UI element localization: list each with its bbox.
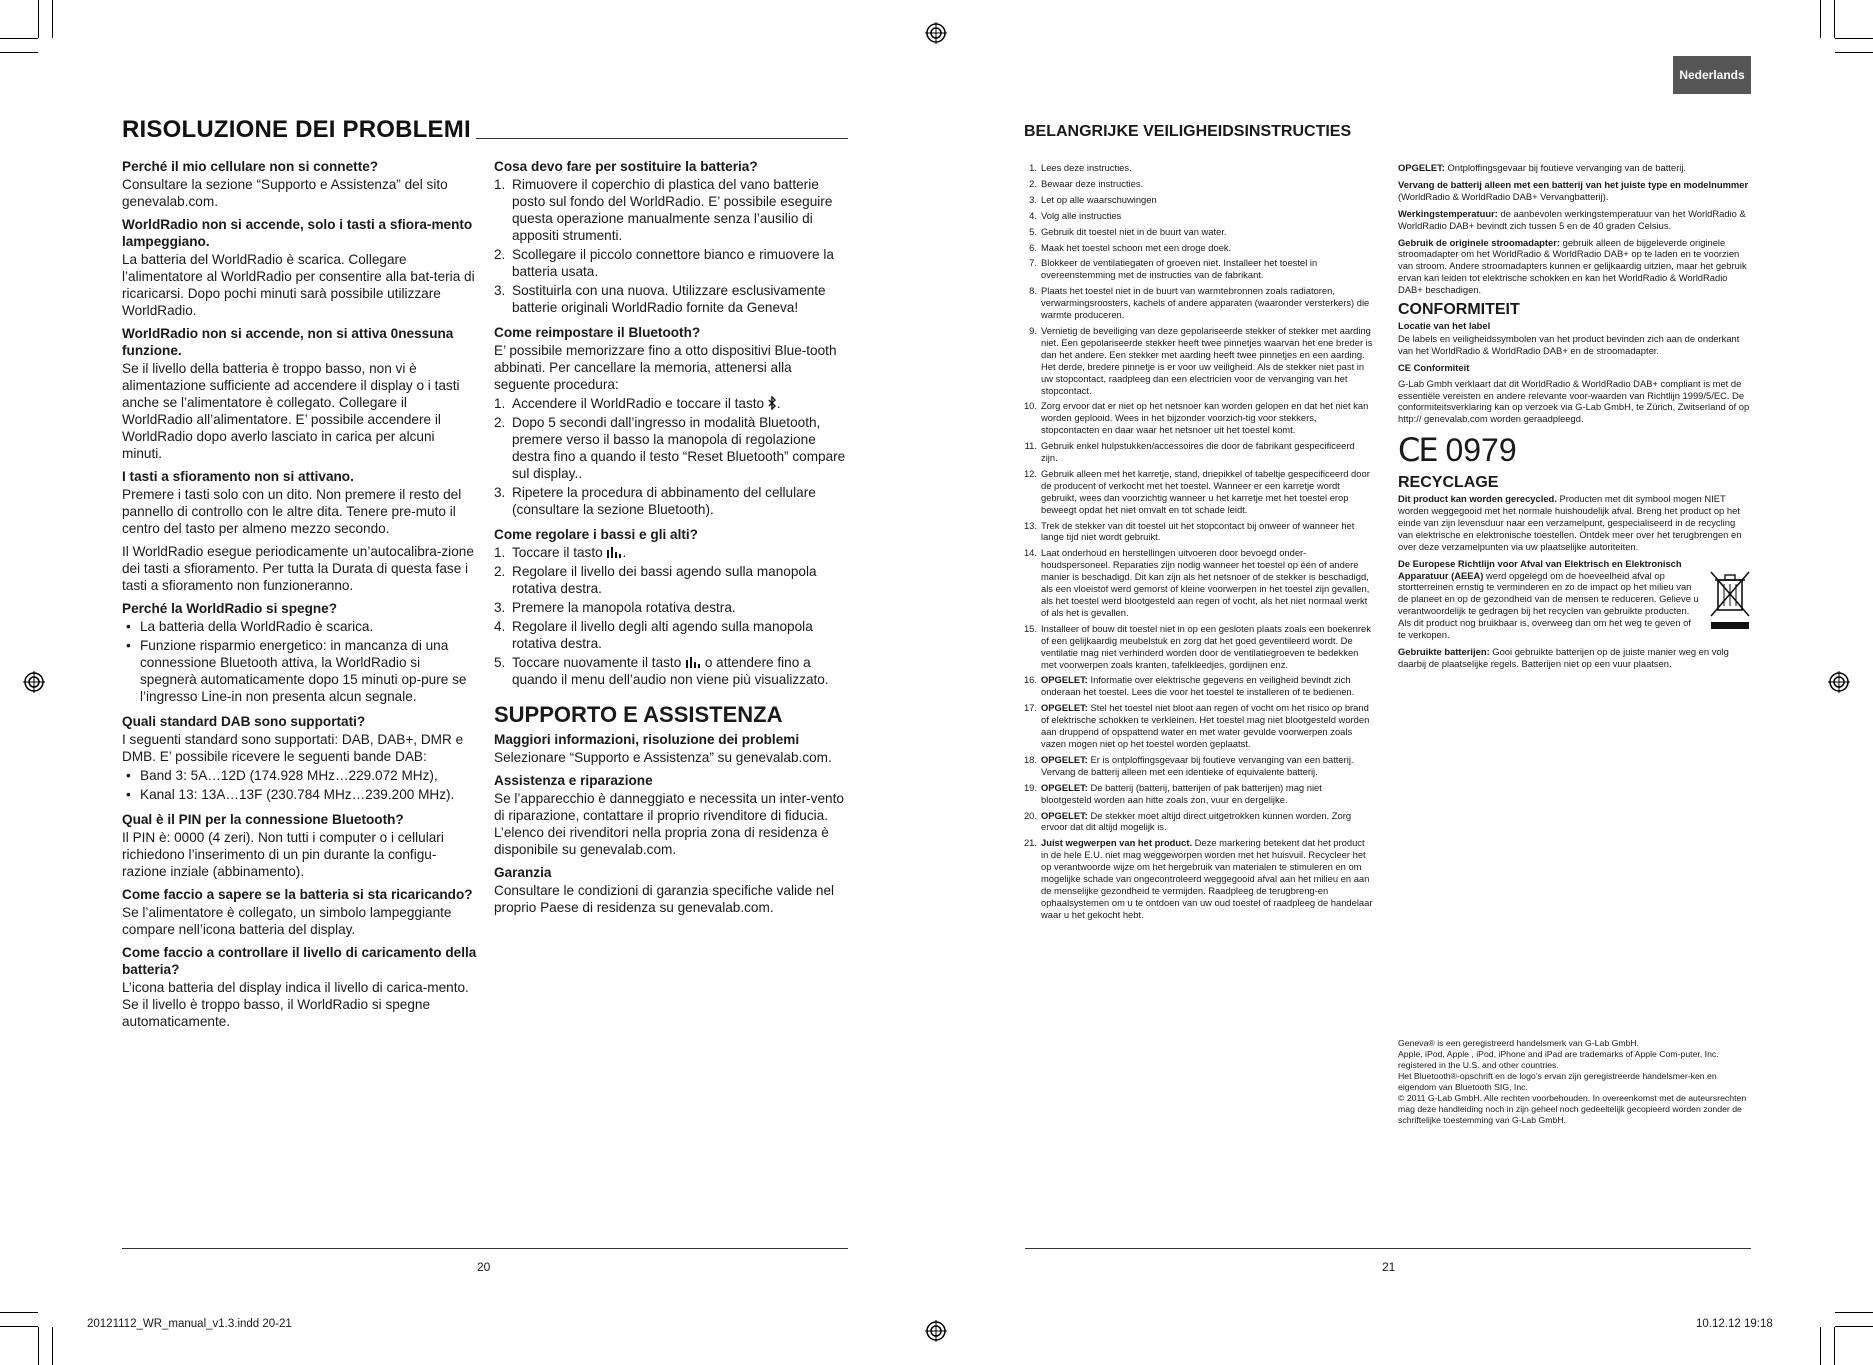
registration-mark-icon (925, 22, 947, 44)
section-title: RECYCLAGE (1398, 474, 1499, 492)
crop-mark (1834, 0, 1835, 38)
safety-instruction: 16. OPGELET: Informatie over elektrische gegevens en veiligheid bevindt zich onderaan het toestel. Lees die voor het toestel te installeren of te bedienen. (1023, 674, 1355, 698)
crop-mark (0, 52, 38, 53)
safety-instruction: 20. OPGELET: De stekker moet altijd direct uitgetrokken kunnen worden. Zorg ervoor dat dit altijd mogelijk is. (1023, 809, 1352, 833)
paragraph: Vervang de batterij alleen met een batterij van het juiste type en modelnummer (WorldRadio & WorldRadio DAB+ Vervangbatterij). (1398, 178, 1749, 202)
crop-mark (52, 0, 53, 38)
page-number: 21 (1382, 1260, 1396, 1274)
faq-answer: Il WorldRadio esegue periodicamente un’autocalibra-zione dei tasti a sfioramento. Per tutta la Durata di questa fase i tasti a sfioramento non funzioneranno. (122, 544, 474, 593)
list-item: • Band 3: 5A…12D (174.928 MHz…229.072 MHz), (122, 767, 478, 784)
safety-instruction: 3. Let op alle waarschuwingen (1029, 193, 1157, 205)
section-title: SUPPORTO E ASSISTENZA (494, 702, 783, 727)
list-item: • Funzione risparmio energetico: in mancanza di una connessione Bluetooth attiva, la WorldRadio si spegnerà automaticamente dopo 15 minuti op-pure se l’ingresso Line-in non presenta alcun segnale. (122, 637, 478, 705)
equalizer-icon (685, 656, 701, 669)
list-item: • La batteria della WorldRadio è scarica. (122, 618, 478, 635)
footer-rule (1025, 1248, 1751, 1249)
ce-number: 0979 (1445, 432, 1517, 469)
crop-mark (1834, 1327, 1835, 1365)
faq-answer: Consultare le condizioni di garanzia specifiche valide nel proprio Paese di residenza su genevalab.com. (494, 883, 835, 915)
faq-answer: Consultare la sezione “Supporto e Assistenza” del sito genevalab.com. (122, 177, 448, 209)
faq-question: Garanzia (494, 865, 552, 880)
faq-answer: Se l’apparecchio è danneggiato e necessita un inter-vento di riparazione, contattare il proprio rivenditore di fiducia. L’elenco dei rivenditori nella propria zona di residenza è disponibile su genevalab.com. (494, 791, 844, 857)
safety-column-2 (1398, 162, 1752, 675)
safety-instruction: 19. OPGELET: De batterij (batterij, batterijen of pak batterijen) mag niet blootgesteld worden aan hitte zoals zon, vuur en dergelijke. (1023, 781, 1322, 805)
safety-instruction: 10. Zorg ervoor dat er niet op het netsnoer kan worden gelopen en dat het niet kan worden geplooid. Wees in het bijzonder voorzich-tig voor stekkers, stopcontacten en daar waar het netsnoer uit het toestel komt. (1023, 400, 1369, 436)
bullet-list (122, 767, 478, 803)
numbered-list (494, 176, 850, 316)
safety-instruction: 12. Gebruik alleen met het karretje, stand, driepikkel of tabeltje gespecificeerd door de producent of verkocht met het toestel. Wanneer er een karretje wordt gebruikt, wees dan voorzichtig wanneer u het karretje met het toestel erop beweegt opdat het niet omvalt en tot schade leidt. (1023, 467, 1370, 515)
paragraph: De labels en veiligheidssymbolen van het product bevinden zich aan de onderkant van het WorldRadio & WorldRadio DAB+ en de stroomadapter. (1398, 332, 1740, 356)
crop-mark (0, 1312, 38, 1313)
paragraph: Werkingstemperatuur: de aanbevolen werkingstemperatuur van het WorldRadio & WorldRadio DAB+ bevindt zich tussen 5 en de 40 graden Celsius. (1398, 207, 1746, 231)
faq-question: Cosa devo fare per sostituire la batteria? (494, 159, 758, 174)
safety-instruction: 18. OPGELET: Er is ontploffingsgevaar bij foutieve vervanging van een batterij. Vervang de batterij alleen met een identieke of equivalente batterij. (1023, 753, 1354, 777)
paragraph: Gebruikte batterijen: Gooi gebruikte batterijen op de juiste manier weg en volg daarbij de plaatselijke regels. Batterijen niet op een vuur plaatsen. (1398, 646, 1729, 669)
crop-mark (38, 0, 39, 38)
paragraph: G-Lab Gmbh verklaart dat dit WorldRadio & WorldRadio DAB+ compliant is met de essentiële vereisten en andere relevante voor-waarden van Richtlijn 1999/5/EC. De conformiteitsverklaring kan op verzoek via G-Lab GmbH, te Zürich, Zwitserland of op http:// genevalab.com worden geraadpleegd. (1398, 377, 1750, 425)
numbered-list (494, 395, 850, 518)
weee-block (1398, 558, 1752, 641)
ce-logo: CE (1398, 431, 1437, 470)
crop-mark (1820, 1327, 1821, 1365)
crop-mark (1835, 1326, 1873, 1327)
crop-mark (52, 1327, 53, 1365)
faq-question: I tasti a sfioramento non si attivano. (122, 469, 354, 484)
faq-question: Perché il mio cellulare non si connette? (122, 159, 379, 174)
safety-instruction: 9. Vernietig de beveiliging van deze gepolariseerde stekker of stekker met aarding niet. Een gepolariseerde stekker heeft twee pinnetjes waarvan het ene breder is dan het andere. Een stekker met aarding heeft twee pinnetjes en een aarding. Het derde, bredere pinnetje is er voor uw veiligheid. Als de stekker niet past in uw stopcontact, raadpleeg dan een electricien voor de vervanging van het stopcontact. (1029, 324, 1373, 396)
faq-column-1 (122, 158, 478, 1036)
crop-mark (1820, 0, 1821, 38)
safety-list-column (1021, 162, 1373, 925)
faq-answer: Premere i tasti solo con un dito. Non premere il resto del pannello di controllo con le altre dita. Tenere pre-muto il centro del tasto per almeno mezzo secondo. (122, 487, 462, 536)
safety-instruction: 5. Gebruik dit toestel niet in de buurt van water. (1029, 225, 1227, 237)
list-item: 3. Sostituirla con una nuova. Utilizzare esclusivamente batterie originali WorldRadio fornite da Geneva! (494, 283, 826, 315)
safety-instruction: 6. Maak het toestel schoon met een droge doek. (1029, 241, 1232, 253)
page-title: RISOLUZIONE DEI PROBLEMI (122, 116, 471, 143)
faq-question: WorldRadio non si accende, solo i tasti a sfiora-mento lampeggiano. (122, 217, 473, 249)
paragraph: Locatie van het label (1398, 319, 1491, 331)
file-slug: 20121112_WR_manual_v1.3.indd 20-21 (87, 1318, 292, 1330)
registration-mark-icon (1828, 671, 1850, 693)
bullet-list (122, 618, 478, 705)
list-item: 1. Toccare il tasto . (494, 545, 627, 560)
faq-answer: E’ possibile memorizzare fino a otto dispositivi Blue-tooth abbinati. Per cancellare la memoria, attenersi alla seguente procedura: (494, 343, 837, 392)
faq-question: WorldRadio non si accende, non si attiva 0nessuna funzione. (122, 326, 454, 358)
numbered-list (1021, 162, 1373, 921)
faq-column-2 (494, 158, 850, 922)
paragraph: OPGELET: Ontploffingsgevaar bij foutieve vervanging van de batterij. (1398, 162, 1687, 173)
legal-line: Apple, iPod, Apple , iPod, iPhone and iPad are trademarks of Apple Com-puter, Inc. registered in the U.S. and other countries. (1398, 1049, 1719, 1070)
faq-answer: I seguenti standard sono supportati: DAB, DAB+, DMR e DMB. E’ possibile ricevere le seguenti bande DAB: (122, 732, 464, 764)
list-item: 2. Dopo 5 secondi dall’ingresso in modalità Bluetooth, premere verso il basso la manopola di regolazione destra fino a quando il testo “Reset Bluetooth” compare sul display.. (494, 415, 846, 481)
crossed-bin-icon (1708, 568, 1752, 632)
safety-instruction: 21. Juist wegwerpen van het product. Deze markering betekent dat het product in de hele E.U. niet mag weggeworpen worden met het huisvuil. Recycleer het op verantwoorde wijze om het hergebruik van materialen te stimuleren en om mogelijke schade van ongecontroleerd weggegooid afval aan het milieu en aan de menselijke gezondheid te vermijden. Raadpleeg de terugbreng-en ophaalsystemen om u te ontdoen van uw oud toestel of raadpleeg de handelaar waar u het gekocht hebt. (1023, 837, 1373, 920)
safety-instruction: 17. OPGELET: Stel het toestel niet bloot aan regen of vocht om het risico op brand of elektrische schokken te verkleinen. Het toestel mag niet blootgesteld worden aan druppend of opspattend water en met water gevulde voorwerpen zoals vazen mogen niet op het toestel worden geplaatst. (1023, 702, 1370, 749)
list-item: 3. Ripetere la procedura di abbinamento del cellulare (consultare la sezione Bluetooth). (494, 485, 816, 517)
safety-instruction: 13. Trek de stekker van dit toestel uit het stopcontact bij onweer of wanneer het lange tijd niet wordt gebruikt. (1023, 519, 1355, 543)
numbered-list (494, 544, 850, 688)
crop-mark (1835, 38, 1873, 39)
list-item: 1. Accendere il WorldRadio e toccare il tasto . (494, 396, 781, 411)
faq-question: Qual è il PIN per la connessione Bluetooth? (122, 812, 404, 827)
legal-line: Geneva® is een geregistreerd handelsmerk van G-Lab GmbH. (1398, 1038, 1640, 1048)
equalizer-icon (606, 546, 622, 559)
crop-mark (0, 1326, 38, 1327)
safety-instruction: 1. Lees deze instructies. (1029, 162, 1132, 173)
faq-question: Come faccio a sapere se la batteria si sta ricaricando? (122, 887, 473, 902)
safety-instruction: 15. Installeer of bouw dit toestel niet in op een gesloten plaats zoals een boekenrek of een gelijkaardig meubelstuk en zorg dat het goed geventileerd wordt. De ventilatie mag niet verhinderd worden door de ventilatiegroeven te bedekken met voorwerpen zoals kranten, tafelkleedjes, gordijnen enz. (1023, 622, 1371, 670)
faq-question: Maggiori informazioni, risoluzione dei problemi (494, 732, 800, 747)
list-item: 2. Regolare il livello dei bassi agendo sulla manopola rotativa destra. (494, 564, 817, 596)
list-item: 5. Toccare nuovamente il tasto o attendere fino a quando il menu dell’audio non viene più visualizzato. (494, 655, 829, 687)
safety-instruction: 11. Gebruik enkel hulpstukken/accessoires die door de fabrikant gespecificeerd zijn. (1024, 440, 1355, 464)
faq-answer: Se l’alimentatore è collegato, un simbolo lampeggiante compare nell’icona batteria del display. (122, 905, 452, 937)
legal-notice (1398, 1038, 1752, 1126)
list-item: 2. Scollegare il piccolo connettore bianco e rimuovere la batteria usata. (494, 247, 834, 279)
crop-mark (1835, 52, 1873, 53)
faq-question: Quali standard DAB sono supportati? (122, 714, 366, 729)
list-item: 4. Regolare il livello degli alti agendo sulla manopola rotativa destra. (494, 619, 813, 651)
faq-question: Come reimpostare il Bluetooth? (494, 325, 701, 340)
ce-mark (1398, 431, 1752, 469)
date-slug: 10.12.12 19:18 (1696, 1318, 1773, 1330)
paragraph: De Europese Richtlijn voor Afval van Elektrisch en Elektronisch Apparatuur (AEEA) werd opgelegd om de hoeveelheid afval op stortterreinen ernstig te verminderen en zo de impact op het milieu van de planeet en op de gezondheid van de mensen te reduceren. Gelieve u verantwoordelijk te gedragen bij het recyclen van gebruikte producten. Als dit product nog bruikbaar is, overweeg dan om het weg te geven of te verkopen. (1398, 557, 1699, 641)
safety-instruction: 4. Volg alle instructies (1029, 209, 1122, 221)
faq-question: Come faccio a controllare il livello di caricamento della batteria? (122, 945, 477, 977)
registration-mark-icon (23, 671, 45, 693)
page-title: BELANGRIJKE VEILIGHEIDSINSTRUCTIES (1024, 123, 1352, 140)
faq-question: Come regolare i bassi e gli alti? (494, 527, 698, 542)
paragraph: CE Conformiteit (1398, 361, 1470, 373)
legal-line: Het Bluetooth®-opschrift en de logo’s ervan zijn geregistreerde handelsmer-ken en eigendom van Bluetooth SIG, Inc. (1398, 1071, 1717, 1092)
faq-answer: Selezionare “Supporto e Assistenza” su genevalab.com. (494, 750, 832, 765)
safety-instruction: 14. Laat onderhoud en herstellingen uitvoeren door bevoegd onder-houdspersoneel. Reparaties zijn nodig wanneer het toestel op één of andere manier is beschadigd. Dit kan zijn als het netsnoer of de stekker is beschadigd, als een vloeistof werd gemorst of kleine voorwerpen in het toestel zijn gevallen, als het toestel werd blootgesteld aan regen of vocht, als het niet normaal werkt of als het is gevallen. (1023, 547, 1370, 618)
paragraph: Dit product kan worden gerecycled. Producten met dit symbool mogen NIET worden weggegooid met het normale huishoudelijk afval. Breng het product op het einde van zijn levensduur naar een verzamelpunt, gespecialiseerd in de recycling van elektrische en elektronische toestellen. Ontdek meer over het terugbrengen en over deze verzamelpunten via uw plaatselijke autoriteiten. (1398, 493, 1742, 552)
crop-mark (0, 38, 38, 39)
list-item: 3. Premere la manopola rotativa destra. (494, 600, 736, 615)
paragraph: Gebruik de originele stroomadapter: gebruik alleen de bijgeleverde originele stroomadapter om het WorldRadio & WorldRadio DAB+ op te laden en te voorzien van stroom. Andere stroomadapters kunnen er gelijkaardig uitzien, maar het gebruik ervan kan leiden tot elektrische schokken en kan het WorldRadio & WorldRadio DAB+ beschadigen. (1398, 236, 1747, 296)
footer-rule (122, 1248, 848, 1249)
section-title: CONFORMITEIT (1398, 301, 1520, 319)
faq-answer: La batteria del WorldRadio è scarica. Collegare l’alimentatore al WorldRadio per consentire alla bat-teria di ricaricarsi. Dopo pochi minuti sarà possibile utilizzare WorldRadio. (122, 252, 475, 318)
language-tab: Nederlands (1673, 56, 1751, 94)
legal-line: © 2011 G-Lab GmbH. Alle rechten voorbehouden. In overeenkomst met de auteursrechten mag deze handleiding noch in zijn geheel noch gedeeltelijk gecopieerd worden zonder de schriftelijke toestemming van G-Lab GmbH. (1398, 1093, 1747, 1125)
page-number: 20 (477, 1260, 491, 1274)
crop-mark (1835, 1312, 1873, 1313)
faq-question: Assistenza e riparazione (494, 773, 653, 788)
faq-answer: L’icona batteria del display indica il livello di carica-mento. Se il livello è troppo basso, il WorldRadio si spegne automaticamente. (122, 980, 469, 1029)
safety-instruction: 7. Blokkeer de ventilatiegaten of groeven niet. Installeer het toestel in overeenstemming met de instructies van de fabrikant. (1029, 257, 1318, 281)
title-rule (476, 138, 848, 139)
faq-question: Perché la WorldRadio si spegne? (122, 601, 338, 616)
list-item: 1. Rimuovere il coperchio di plastica del vano batterie posto sul fondo del WorldRadio. E’ possibile eseguire questa operazione manualmente senza l’ausilio di appositi strumenti. (494, 177, 833, 243)
faq-answer: Se il livello della batteria è troppo basso, non vi è alimentazione sufficiente ad accendere il display o i tasti anche se l’alimentatore è collegato. Collegare il WorldRadio all’alimentatore. E’ possibile accendere il WorldRadio dopo averlo lasciato in carica per alcuni minuti. (122, 361, 460, 461)
bluetooth-icon (768, 396, 777, 410)
safety-instruction: 2. Bewaar deze instructies. (1029, 177, 1144, 189)
registration-mark-icon (925, 1320, 947, 1342)
safety-instruction: 8. Plaats het toestel niet in de buurt van warmtebronnen zoals radiatoren, verwarmingsroosters, kachels of andere apparaten (waaronder versterkers) die warmte produceren. (1029, 285, 1370, 321)
crop-mark (38, 1327, 39, 1365)
list-item: • Kanal 13: 13A…13F (230.784 MHz…239.200 MHz). (122, 786, 478, 803)
faq-answer: Il PIN è: 0000 (4 zeri). Non tutti i computer o i cellulari richiedono l’inserimento di un pin durante la configu-razione inziale (abbinamento). (122, 830, 444, 879)
